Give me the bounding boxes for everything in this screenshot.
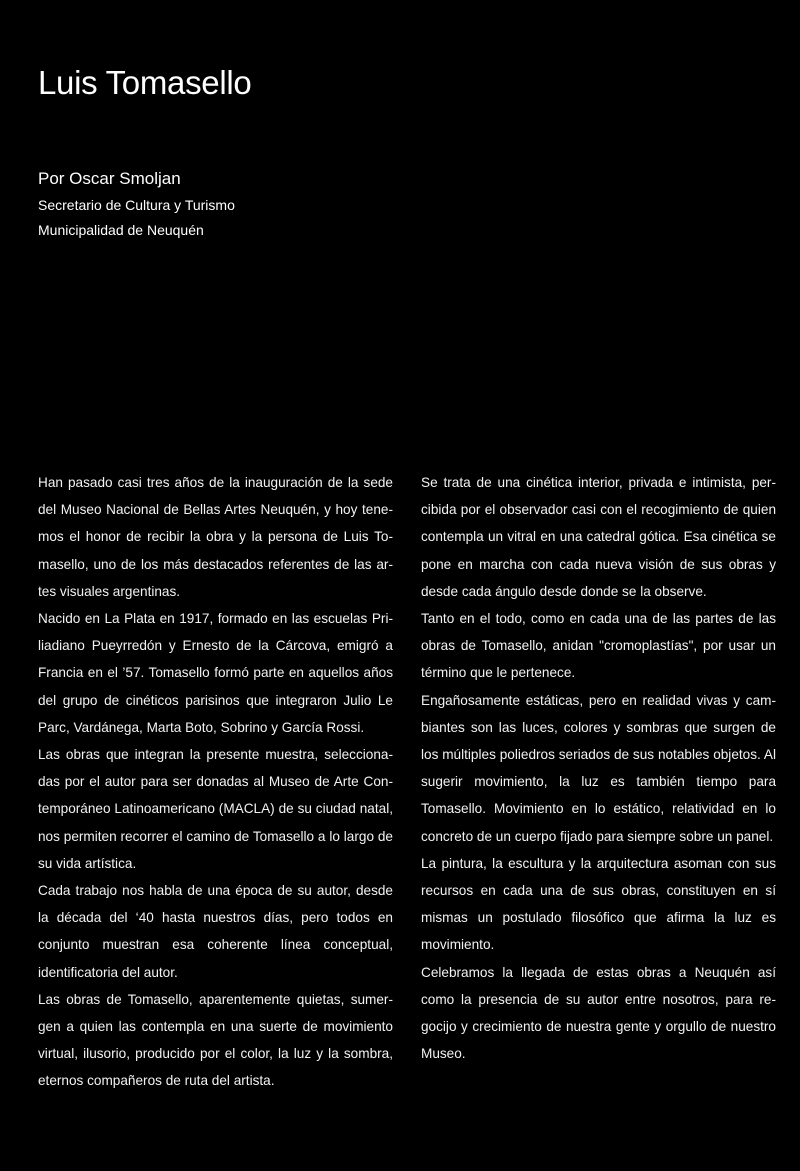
paragraph: Las obras que integran la presente muestra, seleccionadas por el autor para ser donadas al Museo de Arte Contemporáneo Latinoamericano (MACLA) de su ciudad natal, nos permiten recorrer el camino de Tomasello a lo largo de su vida artística. bbox=[38, 747, 393, 871]
author-name: Por Oscar Smoljan bbox=[38, 169, 181, 188]
paragraph: Celebramos la llegada de estas obras a Neuquén así como la presencia de su autor entre nosotros, para regocijo y crecimiento de nuestra gente y orgullo de nuestro Museo. bbox=[421, 964, 776, 1062]
paragraph: La pintura, la escultura y la arquitectura asoman con sus recursos en cada una de sus obras, constituyen en sí mismas un postulado filosófico que afirma la luz es movimiento. bbox=[421, 855, 776, 953]
page-title: Luis Tomasello bbox=[38, 64, 252, 101]
author-role: Secretario de Cultura y Turismo bbox=[38, 197, 235, 213]
text-column-left bbox=[38, 469, 393, 1095]
paragraph: Se trata de una cinética interior, privada e intimista, percibida por el observador casi con el recogimiento de quien contempla un vitral en una catedral gótica. Esa cinética se pone en marcha con cada nueva visión de sus obras y desde cada ángulo desde donde se la observe. bbox=[421, 475, 776, 599]
author-organization: Municipalidad de Neuquén bbox=[38, 222, 204, 238]
paragraph: Cada trabajo nos habla de una época de su autor, desde la década del ‘40 hasta nuestros días, pero todos en conjunto muestran esa coherente línea conceptual, identificatoria del autor. bbox=[38, 883, 393, 980]
paragraph: Tanto en el todo, como en cada una de las partes de las obras de Tomasello, anidan "cromoplastías", por usar un término que le pertenece. bbox=[421, 611, 776, 681]
paragraph: Han pasado casi tres años de la inauguración de la sede del Museo Nacional de Bellas Artes Neuquén, y hoy tenemos el honor de recibir la obra y la persona de Luis Tomasello, uno de los más destacados referentes de las artes visuales argentinas. bbox=[38, 475, 393, 599]
paragraph: Nacido en La Plata en 1917, formado en las escuelas Priliadiano Pueyrredón y Ernesto de la Cárcova, emigró a Francia en el ’57. Tomasello formó parte en aquellos años del grupo de cinéticos parisinos que integraron Julio Le Parc, Vardánega, Marta Boto, Sobrino y García Rossi. bbox=[38, 611, 393, 735]
paragraph: Engañosamente estáticas, pero en realidad vivas y cambiantes son las luces, colores y sombras que surgen de los múltiples poliedros seriados de sus notables objetos. Al sugerir movimiento, la luz es también tiempo para Tomasello. Movimiento en lo estático, relatividad en lo concreto de un cuerpo fijado para siempre sobre un panel. bbox=[421, 692, 776, 844]
byline bbox=[38, 168, 235, 239]
paragraph: Las obras de Tomasello, aparentemente quietas, sumergen a quien las contempla en una suerte de movimiento virtual, ilusorio, producido por el color, la luz y la sombra, eternos compañeros de ruta del artista. bbox=[38, 991, 393, 1089]
text-column-right bbox=[421, 469, 776, 1067]
